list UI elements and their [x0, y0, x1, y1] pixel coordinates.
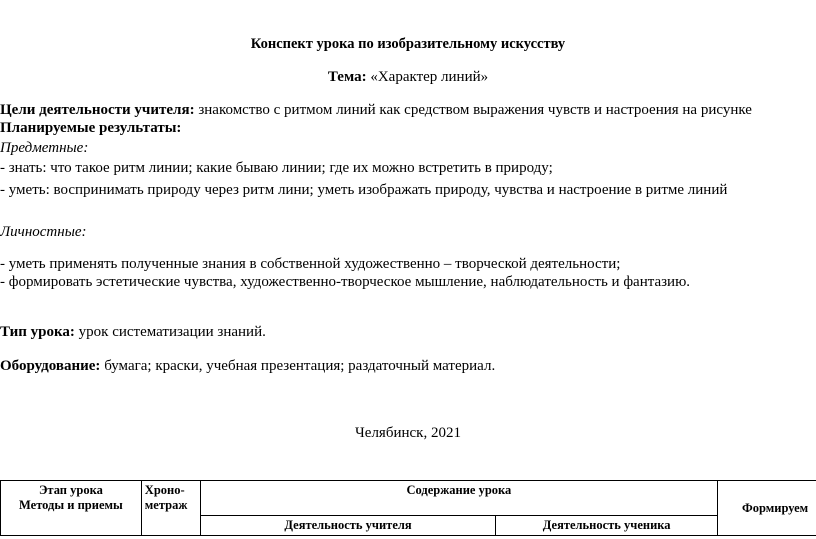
chrono-header-line2: метраж [144, 498, 188, 512]
chrono-header [141, 481, 200, 536]
chrono-header-line1: Хроно- [144, 483, 185, 497]
city-year: Челябинск, 2021 [355, 425, 461, 441]
goals-value: знакомство с ритмом линий как средством выражения чувств и настроения на рисунке [194, 102, 752, 118]
lesson-topic [0, 68, 816, 86]
student-activity-header: Деятельность ученика [496, 516, 718, 536]
content-header: Содержание урока [200, 481, 717, 516]
formed-header: Формируем [718, 481, 816, 536]
document-title: Конспект урока по изобразительному искусству [250, 36, 566, 52]
personal-results-heading: Личностные: [0, 224, 87, 240]
subject-result-item: - знать: что такое ритм линии; какие бываю линии; где их можно встретить в природу; [0, 160, 553, 176]
teacher-goals [0, 101, 752, 119]
planned-results-heading: Планируемые результаты: [0, 120, 182, 136]
personal-result-item: - формировать эстетические чувства, художественно-творческое мышление, наблюдательность и фантазию. [0, 274, 691, 290]
goals-label: Цели деятельности учителя: [0, 102, 195, 118]
personal-result-item: - уметь применять полученные знания в собственной художественно – творческой деятельности; [0, 256, 621, 272]
lesson-type-value: урок систематизации знаний. [74, 324, 266, 340]
equipment [0, 357, 495, 375]
topic-label: Тема: [327, 69, 367, 85]
subject-result-item: - уметь: воспринимать природу через ритм лини; уметь изображать природу, чувства и настроение в ритме линий [0, 182, 728, 198]
subject-results-heading: Предметные: [0, 140, 89, 156]
stage-header-line2: Методы и приемы [19, 498, 123, 512]
stage-header [1, 481, 142, 536]
lesson-type [0, 323, 266, 341]
equipment-value: бумага; краски, учебная презентация; раздаточный материал. [100, 358, 496, 374]
stage-header-line1: Этап урока [38, 483, 103, 497]
lesson-plan-table [0, 480, 816, 536]
teacher-activity-header: Деятельность учителя [200, 516, 496, 536]
topic-value: «Характер линий» [366, 69, 489, 85]
equipment-label: Оборудование: [0, 358, 101, 374]
lesson-type-label: Тип урока: [0, 324, 75, 340]
